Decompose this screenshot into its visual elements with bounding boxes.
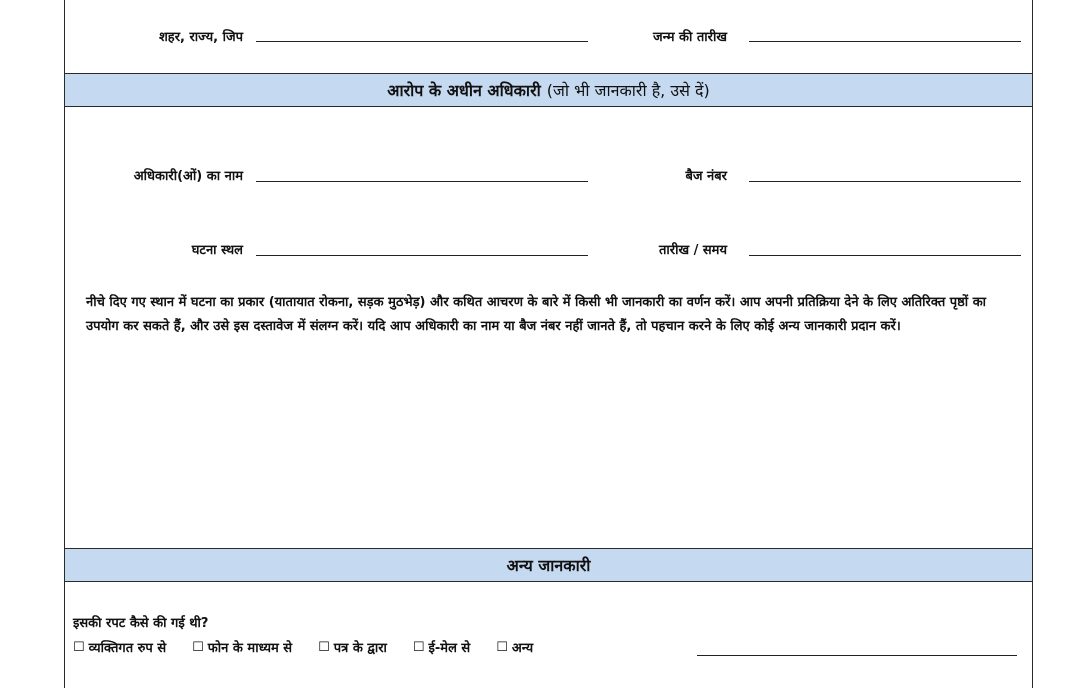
- officer-section-header: [65, 74, 1032, 106]
- date-time-field[interactable]: [749, 255, 1021, 256]
- date-time-label: तारीख / समय: [659, 243, 727, 258]
- option-label: फोन के माध्यम से: [207, 641, 293, 656]
- other-method-field[interactable]: [697, 655, 1017, 656]
- checkbox-icon[interactable]: ☐: [496, 639, 508, 655]
- option-letter[interactable]: [318, 638, 387, 656]
- option-other[interactable]: [496, 638, 533, 656]
- other-info-header: [65, 549, 1032, 581]
- date-of-birth-field[interactable]: [749, 41, 1021, 42]
- incident-instructions: नीचे दिए गए स्थान में घटना का प्रकार (यातायात रोकना, सड़क मुठभेड़) और कथित आचरण के बारे में किसी भी जानकारी का वर्णन करें। आप अपनी प्रतिक्रिया देने के लिए अतिरिक्त पृष्ठों का उपयोग कर सकते हैं, और उसे इस दस्तावेज में संलग्न करें। यदि आप अधिकारी का नाम या बैज नंबर नहीं जानते हैं, तो पहचान करने के लिए कोई अन्य जानकारी प्रदान करें।: [86, 295, 987, 334]
- option-label: अन्य: [511, 641, 534, 656]
- report-method-options: [73, 638, 533, 656]
- officer-section-subtitle: (जो भी जानकारी है, उसे दें): [546, 81, 710, 100]
- other-info-title: अन्य जानकारी: [506, 556, 591, 575]
- option-email[interactable]: [413, 638, 470, 656]
- checkbox-icon[interactable]: ☐: [318, 639, 330, 655]
- officer-name-label: अधिकारी(ओं) का नाम: [133, 169, 243, 184]
- incident-place-label: घटना स्थल: [191, 243, 243, 258]
- divider: [64, 581, 1033, 582]
- option-in-person[interactable]: [73, 638, 166, 656]
- date-of-birth-label: जन्म की तारीख: [652, 30, 727, 45]
- city-state-zip-label: शहर, राज्य, जिप: [158, 30, 243, 45]
- divider: [64, 106, 1033, 107]
- city-state-zip-field[interactable]: [256, 41, 588, 42]
- officer-section-title: आरोप के अधीन अधिकारी: [387, 81, 541, 100]
- report-method-question: इसकी रपट कैसे की गई थी?: [73, 616, 209, 631]
- option-phone[interactable]: [192, 638, 292, 656]
- checkbox-icon[interactable]: ☐: [192, 639, 204, 655]
- badge-number-field[interactable]: [749, 181, 1021, 182]
- incident-place-field[interactable]: [256, 255, 588, 256]
- officer-name-field[interactable]: [256, 181, 588, 182]
- checkbox-icon[interactable]: ☐: [73, 639, 85, 655]
- option-label: पत्र के द्वारा: [333, 641, 387, 656]
- option-label: ई-मेल से: [428, 641, 471, 656]
- checkbox-icon[interactable]: ☐: [412, 639, 425, 655]
- badge-number-label: बैज नंबर: [685, 169, 727, 184]
- option-label: व्यक्तिगत रुप से: [88, 641, 167, 656]
